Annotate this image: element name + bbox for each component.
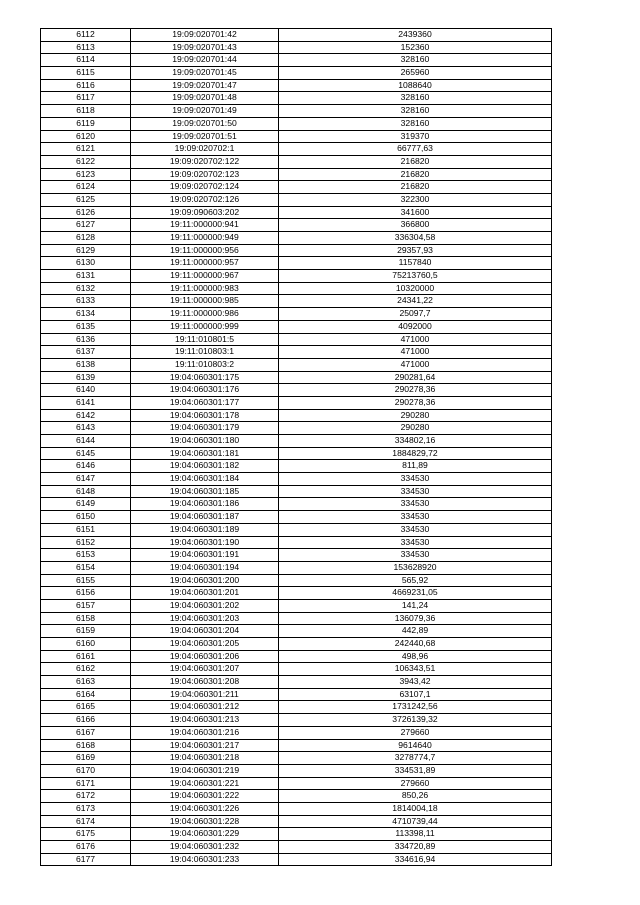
cadastral-number-cell: 19:04:060301:208 (131, 676, 279, 689)
value-cell: 322300 (279, 193, 552, 206)
table-row (41, 117, 552, 130)
value-cell: 1731242,56 (279, 701, 552, 714)
row-number-cell: 6166 (41, 714, 131, 727)
value-cell: 29357,93 (279, 244, 552, 257)
row-number-cell: 6114 (41, 54, 131, 67)
row-number-cell: 6168 (41, 739, 131, 752)
table-row (41, 853, 552, 866)
row-number-cell: 6156 (41, 587, 131, 600)
cadastral-number-cell: 19:04:060301:207 (131, 663, 279, 676)
cadastral-number-cell: 19:04:060301:190 (131, 536, 279, 549)
table-row (41, 92, 552, 105)
table-row (41, 612, 552, 625)
table-row (41, 409, 552, 422)
cadastral-number-cell: 19:04:060301:185 (131, 485, 279, 498)
value-cell: 9614640 (279, 739, 552, 752)
table-row (41, 282, 552, 295)
table-row (41, 841, 552, 854)
value-cell: 10320000 (279, 282, 552, 295)
row-number-cell: 6118 (41, 105, 131, 118)
table-row (41, 663, 552, 676)
table-row (41, 270, 552, 283)
row-number-cell: 6136 (41, 333, 131, 346)
table-row (41, 143, 552, 156)
table-row (41, 625, 552, 638)
cadastral-number-cell: 19:04:060301:233 (131, 853, 279, 866)
cadastral-number-cell: 19:09:020701:48 (131, 92, 279, 105)
table-row (41, 726, 552, 739)
value-cell: 565,92 (279, 574, 552, 587)
cadastral-number-cell: 19:04:060301:229 (131, 828, 279, 841)
cadastral-number-cell: 19:04:060301:203 (131, 612, 279, 625)
table-row (41, 790, 552, 803)
table-row (41, 232, 552, 245)
table-row (41, 181, 552, 194)
value-cell: 106343,51 (279, 663, 552, 676)
cadastral-number-cell: 19:04:060301:180 (131, 435, 279, 448)
value-cell: 4669231,05 (279, 587, 552, 600)
table-row (41, 155, 552, 168)
row-number-cell: 6174 (41, 815, 131, 828)
cadastral-number-cell: 19:11:000000:941 (131, 219, 279, 232)
table-row (41, 257, 552, 270)
cadastral-number-cell: 19:04:060301:216 (131, 726, 279, 739)
value-cell: 442,89 (279, 625, 552, 638)
table-row (41, 460, 552, 473)
row-number-cell: 6126 (41, 206, 131, 219)
row-number-cell: 6127 (41, 219, 131, 232)
row-number-cell: 6153 (41, 549, 131, 562)
cadastral-number-cell: 19:04:060301:222 (131, 790, 279, 803)
table-row (41, 130, 552, 143)
table-row (41, 396, 552, 409)
row-number-cell: 6154 (41, 561, 131, 574)
table-row (41, 752, 552, 765)
table-row (41, 358, 552, 371)
row-number-cell: 6163 (41, 676, 131, 689)
row-number-cell: 6146 (41, 460, 131, 473)
document-page (40, 28, 551, 866)
table-row (41, 574, 552, 587)
cadastral-number-cell: 19:04:060301:182 (131, 460, 279, 473)
value-cell: 334616,94 (279, 853, 552, 866)
row-number-cell: 6113 (41, 41, 131, 54)
value-cell: 328160 (279, 54, 552, 67)
table-row (41, 422, 552, 435)
row-number-cell: 6141 (41, 396, 131, 409)
value-cell: 242440,68 (279, 638, 552, 651)
table-row (41, 79, 552, 92)
value-cell: 290278,36 (279, 384, 552, 397)
cadastral-number-cell: 19:04:060301:213 (131, 714, 279, 727)
row-number-cell: 6170 (41, 764, 131, 777)
cadastral-number-cell: 19:04:060301:219 (131, 764, 279, 777)
row-number-cell: 6176 (41, 841, 131, 854)
row-number-cell: 6150 (41, 511, 131, 524)
row-number-cell: 6122 (41, 155, 131, 168)
row-number-cell: 6132 (41, 282, 131, 295)
value-cell: 328160 (279, 105, 552, 118)
value-cell: 471000 (279, 346, 552, 359)
table-row (41, 67, 552, 80)
table-row (41, 561, 552, 574)
cadastral-number-cell: 19:04:060301:191 (131, 549, 279, 562)
row-number-cell: 6117 (41, 92, 131, 105)
cadastral-number-cell: 19:04:060301:218 (131, 752, 279, 765)
table-row (41, 599, 552, 612)
table-row (41, 676, 552, 689)
row-number-cell: 6144 (41, 435, 131, 448)
value-cell: 279660 (279, 777, 552, 790)
cadastral-number-cell: 19:04:060301:184 (131, 473, 279, 486)
cadastral-number-cell: 19:04:060301:217 (131, 739, 279, 752)
value-cell: 66777,63 (279, 143, 552, 156)
table-row (41, 320, 552, 333)
row-number-cell: 6142 (41, 409, 131, 422)
table-row (41, 346, 552, 359)
value-cell: 334720,89 (279, 841, 552, 854)
row-number-cell: 6119 (41, 117, 131, 130)
value-cell: 290280 (279, 409, 552, 422)
row-number-cell: 6137 (41, 346, 131, 359)
value-cell: 1088640 (279, 79, 552, 92)
row-number-cell: 6177 (41, 853, 131, 866)
table-row (41, 193, 552, 206)
table-row (41, 815, 552, 828)
row-number-cell: 6120 (41, 130, 131, 143)
cadastral-number-cell: 19:04:060301:187 (131, 511, 279, 524)
value-cell: 471000 (279, 333, 552, 346)
value-cell: 336304,58 (279, 232, 552, 245)
table-row (41, 168, 552, 181)
table-row (41, 384, 552, 397)
row-number-cell: 6134 (41, 308, 131, 321)
cadastral-number-cell: 19:04:060301:232 (131, 841, 279, 854)
cadastral-number-cell: 19:04:060301:189 (131, 523, 279, 536)
table-row (41, 219, 552, 232)
cadastral-number-cell: 19:09:020701:45 (131, 67, 279, 80)
cadastral-number-cell: 19:11:000000:986 (131, 308, 279, 321)
row-number-cell: 6140 (41, 384, 131, 397)
cadastral-number-cell: 19:09:020701:47 (131, 79, 279, 92)
row-number-cell: 6121 (41, 143, 131, 156)
value-cell: 216820 (279, 181, 552, 194)
value-cell: 141,24 (279, 599, 552, 612)
value-cell: 290280 (279, 422, 552, 435)
row-number-cell: 6147 (41, 473, 131, 486)
cadastral-number-cell: 19:11:010801:5 (131, 333, 279, 346)
value-cell: 1814004,18 (279, 802, 552, 815)
row-number-cell: 6129 (41, 244, 131, 257)
row-number-cell: 6139 (41, 371, 131, 384)
row-number-cell: 6116 (41, 79, 131, 92)
row-number-cell: 6157 (41, 599, 131, 612)
value-cell: 3726139,32 (279, 714, 552, 727)
row-number-cell: 6115 (41, 67, 131, 80)
table-row (41, 447, 552, 460)
cadastral-number-cell: 19:11:000000:949 (131, 232, 279, 245)
row-number-cell: 6160 (41, 638, 131, 651)
cadastral-number-cell: 19:09:020702:123 (131, 168, 279, 181)
row-number-cell: 6124 (41, 181, 131, 194)
cadastral-number-cell: 19:09:020701:50 (131, 117, 279, 130)
cadastral-number-cell: 19:09:020702:124 (131, 181, 279, 194)
table-row (41, 549, 552, 562)
cadastral-number-cell: 19:04:060301:205 (131, 638, 279, 651)
cadastral-number-cell: 19:04:060301:212 (131, 701, 279, 714)
value-cell: 471000 (279, 358, 552, 371)
table-row (41, 828, 552, 841)
cadastral-number-cell: 19:04:060301:175 (131, 371, 279, 384)
cadastral-number-cell: 19:04:060301:201 (131, 587, 279, 600)
value-cell: 216820 (279, 155, 552, 168)
value-cell: 24341,22 (279, 295, 552, 308)
table-row (41, 206, 552, 219)
value-cell: 850,26 (279, 790, 552, 803)
value-cell: 334530 (279, 473, 552, 486)
value-cell: 1884829,72 (279, 447, 552, 460)
table-row (41, 764, 552, 777)
table-row (41, 105, 552, 118)
cadastral-number-cell: 19:11:000000:999 (131, 320, 279, 333)
value-cell: 265960 (279, 67, 552, 80)
value-cell: 113398,11 (279, 828, 552, 841)
value-cell: 328160 (279, 117, 552, 130)
value-cell: 334530 (279, 549, 552, 562)
row-number-cell: 6112 (41, 29, 131, 42)
table-row (41, 587, 552, 600)
value-cell: 334530 (279, 485, 552, 498)
row-number-cell: 6152 (41, 536, 131, 549)
table-row (41, 333, 552, 346)
cadastral-number-cell: 19:04:060301:226 (131, 802, 279, 815)
value-cell: 334530 (279, 536, 552, 549)
cadastral-number-cell: 19:09:020701:51 (131, 130, 279, 143)
cadastral-number-cell: 19:04:060301:176 (131, 384, 279, 397)
cadastral-number-cell: 19:09:020701:44 (131, 54, 279, 67)
cadastral-number-cell: 19:11:010803:1 (131, 346, 279, 359)
data-table (40, 28, 552, 866)
table-row (41, 308, 552, 321)
row-number-cell: 6128 (41, 232, 131, 245)
value-cell: 4710739,44 (279, 815, 552, 828)
value-cell: 3278774,7 (279, 752, 552, 765)
table-body (41, 29, 552, 866)
cadastral-number-cell: 19:09:020701:43 (131, 41, 279, 54)
value-cell: 25097,7 (279, 308, 552, 321)
table-row (41, 485, 552, 498)
cadastral-number-cell: 19:09:020702:1 (131, 143, 279, 156)
value-cell: 334530 (279, 498, 552, 511)
value-cell: 216820 (279, 168, 552, 181)
row-number-cell: 6149 (41, 498, 131, 511)
row-number-cell: 6151 (41, 523, 131, 536)
table-row (41, 714, 552, 727)
value-cell: 498,96 (279, 650, 552, 663)
cadastral-number-cell: 19:04:060301:206 (131, 650, 279, 663)
cadastral-number-cell: 19:09:020701:49 (131, 105, 279, 118)
value-cell: 366800 (279, 219, 552, 232)
value-cell: 328160 (279, 92, 552, 105)
value-cell: 63107,1 (279, 688, 552, 701)
row-number-cell: 6143 (41, 422, 131, 435)
table-row (41, 701, 552, 714)
table-row (41, 802, 552, 815)
value-cell: 4092000 (279, 320, 552, 333)
table-row (41, 244, 552, 257)
row-number-cell: 6138 (41, 358, 131, 371)
value-cell: 811,89 (279, 460, 552, 473)
cadastral-number-cell: 19:04:060301:221 (131, 777, 279, 790)
cadastral-number-cell: 19:04:060301:177 (131, 396, 279, 409)
value-cell: 279660 (279, 726, 552, 739)
row-number-cell: 6123 (41, 168, 131, 181)
row-number-cell: 6172 (41, 790, 131, 803)
table-row (41, 435, 552, 448)
row-number-cell: 6133 (41, 295, 131, 308)
cadastral-number-cell: 19:04:060301:194 (131, 561, 279, 574)
cadastral-number-cell: 19:09:020701:42 (131, 29, 279, 42)
value-cell: 136079,36 (279, 612, 552, 625)
row-number-cell: 6164 (41, 688, 131, 701)
cadastral-number-cell: 19:09:090603:202 (131, 206, 279, 219)
table-row (41, 638, 552, 651)
value-cell: 2439360 (279, 29, 552, 42)
row-number-cell: 6130 (41, 257, 131, 270)
value-cell: 341600 (279, 206, 552, 219)
value-cell: 153628920 (279, 561, 552, 574)
cadastral-number-cell: 19:04:060301:200 (131, 574, 279, 587)
table-row (41, 777, 552, 790)
row-number-cell: 6125 (41, 193, 131, 206)
table-row (41, 371, 552, 384)
value-cell: 334530 (279, 523, 552, 536)
row-number-cell: 6167 (41, 726, 131, 739)
value-cell: 1157840 (279, 257, 552, 270)
table-row (41, 536, 552, 549)
row-number-cell: 6148 (41, 485, 131, 498)
cadastral-number-cell: 19:04:060301:181 (131, 447, 279, 460)
row-number-cell: 6158 (41, 612, 131, 625)
row-number-cell: 6171 (41, 777, 131, 790)
cadastral-number-cell: 19:11:000000:956 (131, 244, 279, 257)
row-number-cell: 6173 (41, 802, 131, 815)
value-cell: 290278,36 (279, 396, 552, 409)
table-row (41, 41, 552, 54)
table-row (41, 523, 552, 536)
cadastral-number-cell: 19:09:020702:126 (131, 193, 279, 206)
row-number-cell: 6169 (41, 752, 131, 765)
row-number-cell: 6165 (41, 701, 131, 714)
table-row (41, 739, 552, 752)
cadastral-number-cell: 19:11:000000:967 (131, 270, 279, 283)
cadastral-number-cell: 19:04:060301:211 (131, 688, 279, 701)
row-number-cell: 6135 (41, 320, 131, 333)
cadastral-number-cell: 19:04:060301:186 (131, 498, 279, 511)
cadastral-number-cell: 19:11:000000:957 (131, 257, 279, 270)
table-row (41, 511, 552, 524)
cadastral-number-cell: 19:11:000000:983 (131, 282, 279, 295)
value-cell: 3943,42 (279, 676, 552, 689)
cadastral-number-cell: 19:04:060301:204 (131, 625, 279, 638)
value-cell: 290281,64 (279, 371, 552, 384)
row-number-cell: 6161 (41, 650, 131, 663)
cadastral-number-cell: 19:04:060301:179 (131, 422, 279, 435)
cadastral-number-cell: 19:09:020702:122 (131, 155, 279, 168)
table-row (41, 54, 552, 67)
row-number-cell: 6159 (41, 625, 131, 638)
table-row (41, 473, 552, 486)
row-number-cell: 6131 (41, 270, 131, 283)
cadastral-number-cell: 19:11:010803:2 (131, 358, 279, 371)
value-cell: 334530 (279, 511, 552, 524)
row-number-cell: 6155 (41, 574, 131, 587)
table-row (41, 498, 552, 511)
row-number-cell: 6162 (41, 663, 131, 676)
value-cell: 75213760,5 (279, 270, 552, 283)
value-cell: 152360 (279, 41, 552, 54)
cadastral-number-cell: 19:11:000000:985 (131, 295, 279, 308)
row-number-cell: 6145 (41, 447, 131, 460)
table-row (41, 29, 552, 42)
value-cell: 319370 (279, 130, 552, 143)
cadastral-number-cell: 19:04:060301:228 (131, 815, 279, 828)
row-number-cell: 6175 (41, 828, 131, 841)
value-cell: 334802,16 (279, 435, 552, 448)
cadastral-number-cell: 19:04:060301:202 (131, 599, 279, 612)
table-row (41, 295, 552, 308)
table-row (41, 688, 552, 701)
cadastral-number-cell: 19:04:060301:178 (131, 409, 279, 422)
value-cell: 334531,89 (279, 764, 552, 777)
table-row (41, 650, 552, 663)
